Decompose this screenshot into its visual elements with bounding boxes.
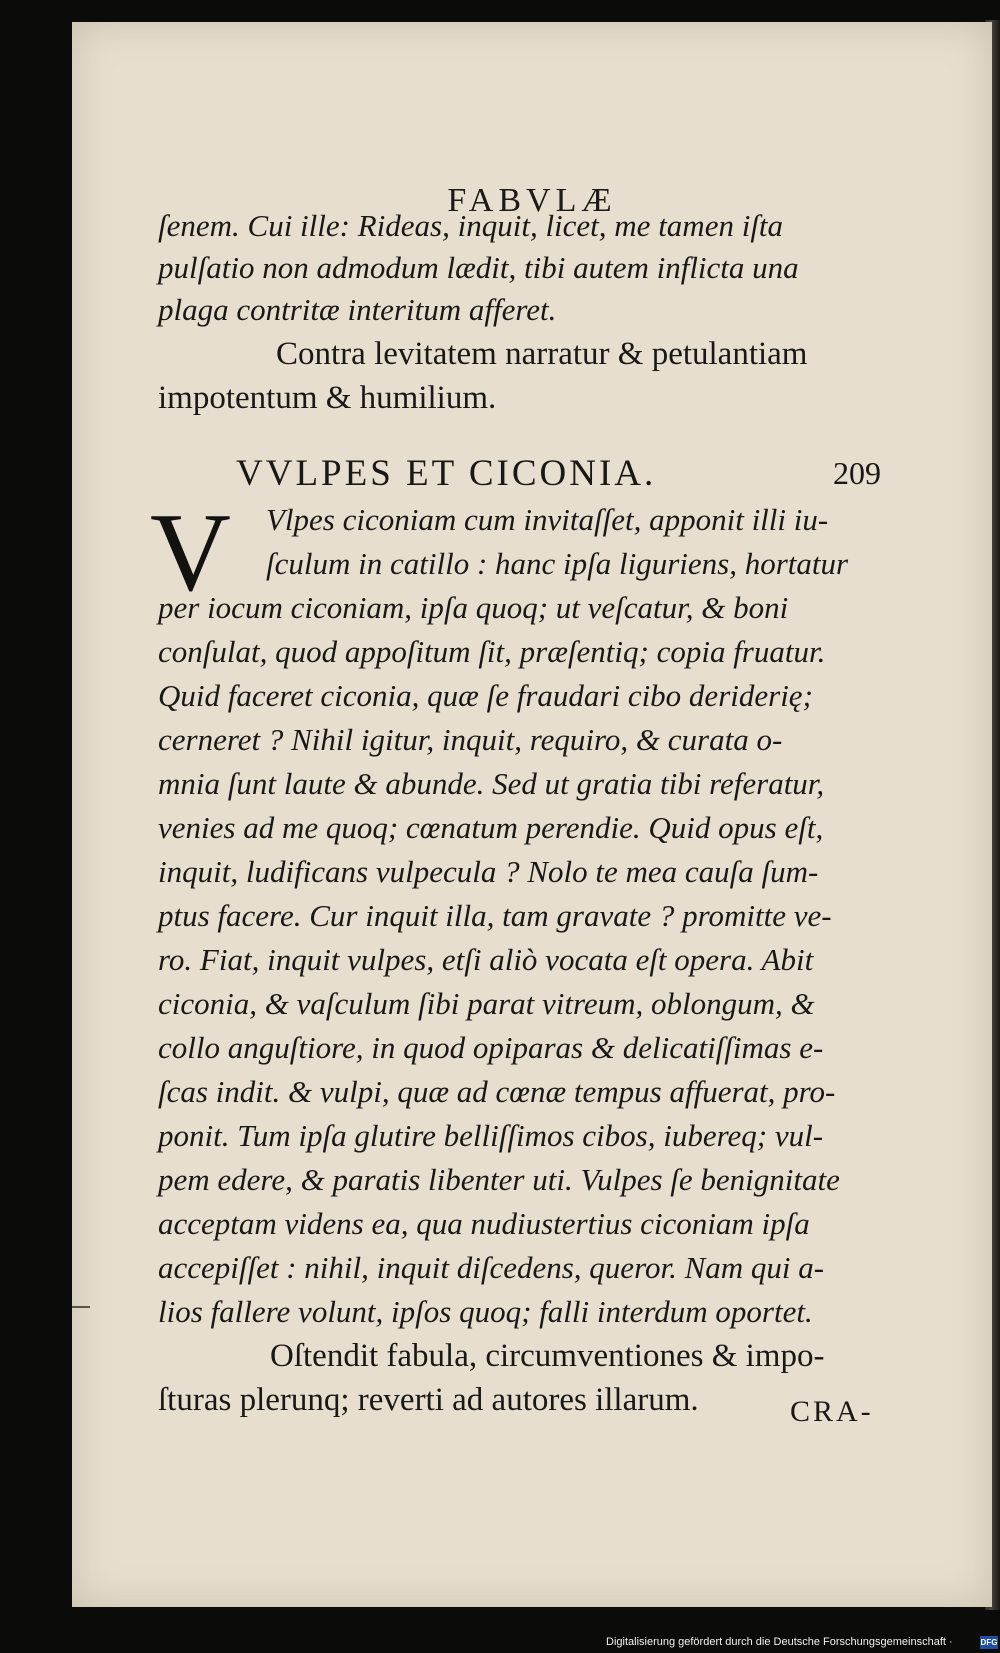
drop-cap-initial: V — [150, 491, 231, 615]
body-line: inquit, ludificans vulpecula ? Nolo te mea cauſa ſum- — [158, 854, 819, 889]
prev-fable-line: ſenem. Cui ille: Rideas, inquit, licet, me tamen iſta — [158, 208, 784, 243]
page-number: 209 — [833, 455, 881, 491]
body-line: collo anguſtiore, in quod opiparas & delicatiſſimas e- — [158, 1030, 824, 1065]
moral-line: ſturas plerunq; reverti ad autores illarum. — [158, 1382, 699, 1418]
margin-mark — [72, 1306, 90, 1308]
body-line: ponit. Tum ipſa glutire belliſſimos cibos, iubereq; vul- — [158, 1118, 824, 1153]
body-line: Quid faceret ciconia, quæ ſe fraudari cibo deriderię; — [158, 678, 813, 713]
body-line: conſulat, quod appoſitum ſit, præſentiq; copia fruatur. — [158, 634, 826, 669]
prev-fable-line: plaga contritæ interitum afferet. — [158, 292, 557, 327]
body-line: mnia ſunt laute & abunde. Sed ut gratia tibi referatur, — [158, 766, 825, 801]
digitization-credit: Digitalisierung gefördert durch die Deutsche Forschungsgemeinschaft · — [606, 1636, 953, 1648]
running-head: FABVLÆ — [447, 182, 617, 219]
moral-line: Oſtendit fabula, circumventiones & impo- — [270, 1338, 825, 1374]
catchword: CRA- — [790, 1395, 874, 1428]
body-line: ro. Fiat, inquit vulpes, etſi aliò vocata eſt opera. Abit — [158, 942, 814, 977]
body-line: ſcas indit. & vulpi, quæ ad cœnæ tempus affuerat, pro- — [158, 1074, 836, 1109]
body-line: acceptam videns ea, qua nudiustertius ciconiam ipſa — [158, 1206, 810, 1241]
prev-moral-line: impotentum & humilium. — [158, 380, 497, 416]
body-line: Vlpes ciconiam cum invitaſſet, apponit illi iu- — [266, 502, 829, 537]
prev-fable-line: pulſatio non admodum lædit, tibi autem inflicta una — [158, 250, 799, 285]
dfg-logo: DFG — [980, 1638, 998, 1647]
fable-title: VVLPES ET CICONIA. — [236, 453, 657, 494]
body-line: pem edere, & paratis libenter uti. Vulpes ſe benignitate — [158, 1162, 840, 1197]
body-line: cerneret ? Nihil igitur, inquit, requiro, & curata o- — [158, 722, 783, 757]
body-line: ſculum in catillo : hanc ipſa liguriens, hortatur — [266, 546, 849, 581]
body-line: ciconia, & vaſculum ſibi parat vitreum, oblongum, & — [158, 986, 815, 1021]
body-line: per iocum ciconiam, ipſa quoq; ut veſcatur, & boni — [158, 590, 789, 625]
body-line: accepiſſet : nihil, inquit diſcedens, queror. Nam qui a- — [158, 1250, 825, 1285]
body-line: ptus facere. Cur inquit illa, tam gravate ? promitte ve- — [158, 898, 832, 933]
body-line: lios fallere volunt, ipſos quoq; falli interdum oportet. — [158, 1294, 813, 1329]
prev-moral-line: Contra levitatem narratur & petulantiam — [276, 336, 808, 372]
body-line: venies ad me quoq; cœnatum perendie. Quid opus eſt, — [158, 810, 824, 845]
